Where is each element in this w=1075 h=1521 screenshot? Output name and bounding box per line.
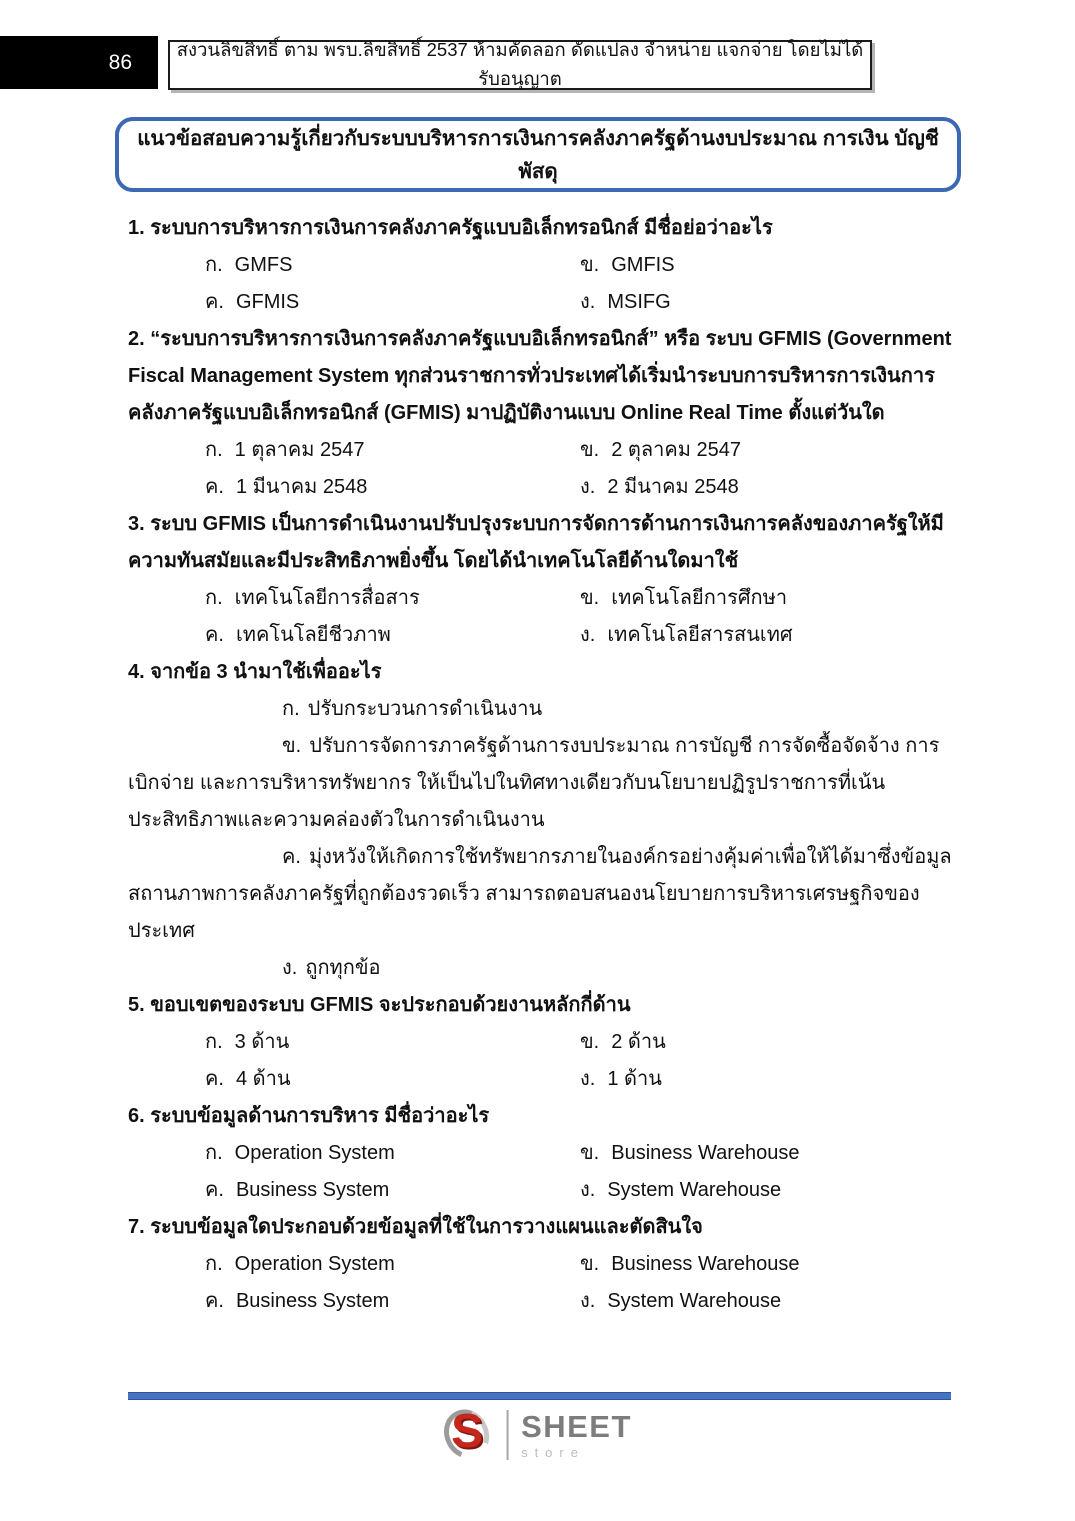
choice-label: ง. <box>580 1179 596 1201</box>
choice-label: ข. <box>580 587 600 609</box>
choice-text: 1 ตุลาคม 2547 <box>234 439 365 461</box>
question-2-text: 2. “ระบบการบริหารการเงินการคลังภาครัฐแบบอิเล็กทรอนิกส์” หรือ ระบบ GFMIS (Government Fiscal Management System ทุกส่วนราชการทั่วประเทศได้เริ่มนำระบบการบริหารการเงินการคลังภาครัฐแบบอิเล็กทรอนิกส์ (GFMIS) มาปฏิบัติงานแบบ Online Real Time ตั้งแต่วันใด <box>128 328 952 424</box>
choice-label: ง. <box>580 476 596 498</box>
choice-ข <box>580 1135 961 1172</box>
question-3-choices <box>128 580 961 654</box>
choice-ค <box>205 284 580 321</box>
choice-ก <box>205 432 580 469</box>
choice-text: 4 ด้าน <box>235 1068 291 1090</box>
choice-ค <box>205 469 580 506</box>
choice-ง <box>580 617 961 654</box>
choice-text: เทคโนโลยีสารสนเทศ <box>607 624 793 646</box>
choice-label: ง. <box>580 1068 596 1090</box>
exam-title-box <box>115 117 961 192</box>
choice-text: Business System <box>235 1179 390 1201</box>
choice-label: ค. <box>282 846 301 868</box>
choice-label: ค. <box>205 1290 224 1312</box>
choice-label: ข. <box>580 439 600 461</box>
question-3 <box>128 506 961 654</box>
choice-label: ค. <box>205 1179 224 1201</box>
choice-label: ก. <box>205 1142 223 1164</box>
choice-ค <box>205 1283 580 1320</box>
choice-label: ก. <box>205 1253 223 1275</box>
choice-text: 2 มีนาคม 2548 <box>607 476 739 498</box>
choice-label: ก. <box>205 254 223 276</box>
question-6-choices <box>128 1135 961 1209</box>
choice-ข <box>580 580 961 617</box>
choice-text: Business System <box>235 1290 390 1312</box>
choice-text: Operation System <box>234 1142 395 1164</box>
choice-label: ค. <box>205 476 224 498</box>
choice-ก <box>205 1135 580 1172</box>
choice-label: ข. <box>580 254 600 276</box>
choice-text: 2 ด้าน <box>611 1031 666 1053</box>
choice-text: 1 ด้าน <box>607 1068 662 1090</box>
choice-ข <box>128 728 961 839</box>
choice-label: ง. <box>580 291 596 313</box>
choice-text: 1 มีนาคม 2548 <box>235 476 368 498</box>
choice-ง <box>580 1283 961 1320</box>
sheet-store-logo <box>443 1406 632 1464</box>
choice-text: GMFS <box>234 254 293 276</box>
question-5 <box>128 987 961 1098</box>
logo-subtitle: store <box>521 1445 585 1460</box>
choice-text: System Warehouse <box>607 1179 782 1201</box>
choice-text: ถูกทุกข้อ <box>305 957 381 979</box>
choice-text: เทคโนโลยีการศึกษา <box>611 587 788 609</box>
choice-ค <box>205 617 580 654</box>
choice-ง <box>580 284 961 321</box>
choice-ง <box>580 1172 961 1209</box>
choice-ก <box>128 691 961 728</box>
question-1 <box>128 210 961 321</box>
choice-text: Operation System <box>234 1253 395 1275</box>
logo-divider <box>506 1410 508 1460</box>
choice-text: Business Warehouse <box>611 1142 800 1164</box>
copyright-text: สงวนลิขสิทธิ์ ตาม พรบ.ลิขสิทธิ์ 2537 ห้ามคัดลอก ดัดแปลง จำหน่าย แจกจ่าย โดยไม่ได้รับอนุญาต <box>176 39 864 89</box>
choice-ง <box>580 1061 961 1098</box>
choice-text: 3 ด้าน <box>234 1031 290 1053</box>
choice-label: ข. <box>580 1031 600 1053</box>
choice-ก <box>205 580 580 617</box>
choice-ก <box>205 1246 580 1283</box>
choice-label: ง. <box>282 957 298 979</box>
question-7 <box>128 1209 961 1320</box>
page-number: 86 <box>108 50 132 74</box>
choice-text: System Warehouse <box>607 1290 782 1312</box>
choice-text: มุ่งหวังให้เกิดการใช้ทรัพยากรภายในองค์กรอย่างคุ้มค่าเพื่อให้ได้มาซึ่งข้อมูลสถานภาพการคลังภาครัฐที่ถูกต้องรวดเร็ว สามารถตอบสนองนโยบายการบริหารเศรษฐกิจของประเทศ <box>128 846 952 942</box>
choice-ข <box>580 247 961 284</box>
choice-label: ง. <box>580 624 596 646</box>
choice-label: ข. <box>580 1142 600 1164</box>
choice-label: ก. <box>205 439 223 461</box>
footer-divider-rule <box>128 1392 951 1400</box>
question-5-choices <box>128 1024 961 1098</box>
choice-ค <box>128 839 961 950</box>
logo-letter: S <box>451 1405 484 1458</box>
choice-label: ก. <box>205 587 223 609</box>
question-1-text: 1. ระบบการบริหารการเงินการคลังภาครัฐแบบอิเล็กทรอนิกส์ มีชื่อย่อว่าอะไร <box>128 217 773 239</box>
choice-ค <box>205 1061 580 1098</box>
logo-brand-name: SHEET <box>521 1409 632 1444</box>
question-6 <box>128 1098 961 1209</box>
choice-text: GFMIS <box>235 291 300 313</box>
question-7-choices <box>128 1246 961 1320</box>
questions <box>128 210 961 1320</box>
choice-label: ค. <box>205 291 224 313</box>
choice-text: MSIFG <box>607 291 671 313</box>
choice-text: ปรับการจัดการภาครัฐด้านการงบประมาณ การบัญชี การจัดซื้อจัดจ้าง การเบิกจ่าย และการบริหารทรัพยากร ให้เป็นไปในทิศทางเดียวกับนโยบายปฏิรูปราชการที่เน้นประสิทธิภาพและความคล่องตัวในการดำเนินงาน <box>128 735 940 831</box>
choice-text: 2 ตุลาคม 2547 <box>611 439 741 461</box>
choice-label: ค. <box>205 1068 224 1090</box>
choice-label: ก. <box>205 1031 223 1053</box>
exam-title: แนวข้อสอบความรู้เกี่ยวกับระบบบริหารการเงินการคลังภาครัฐด้านงบประมาณ การเงิน บัญชี พัสดุ <box>137 126 939 183</box>
choice-text: GMFIS <box>611 254 675 276</box>
logo-text <box>521 1411 632 1459</box>
page-number-box <box>0 36 158 89</box>
choice-text: เทคโนโลยีชีวภาพ <box>235 624 391 646</box>
choice-ง <box>580 469 961 506</box>
choice-label: ง. <box>580 1290 596 1312</box>
choice-ข <box>580 1246 961 1283</box>
choice-ข <box>580 1024 961 1061</box>
question-4-text: 4. จากข้อ 3 นำมาใช้เพื่ออะไร <box>128 661 382 683</box>
choice-ข <box>580 432 961 469</box>
question-5-text: 5. ขอบเขตของระบบ GFMIS จะประกอบด้วยงานหลักกี่ด้าน <box>128 994 631 1016</box>
choice-ค <box>205 1172 580 1209</box>
choice-ก <box>205 1024 580 1061</box>
question-1-choices <box>128 247 961 321</box>
choice-ก <box>205 247 580 284</box>
choice-ง <box>128 950 961 987</box>
choice-text: ปรับกระบวนการดำเนินงาน <box>307 698 543 720</box>
question-4 <box>128 654 961 987</box>
choice-label: ข. <box>282 735 302 757</box>
copyright-notice-box <box>168 40 872 90</box>
question-2 <box>128 321 961 506</box>
question-6-text: 6. ระบบข้อมูลด้านการบริหาร มีชื่อว่าอะไร <box>128 1105 490 1127</box>
question-3-text: 3. ระบบ GFMIS เป็นการดำเนินงานปรับปรุงระบบการจัดการด้านการเงินการคลังของภาครัฐให้มีความทันสมัยและมีประสิทธิภาพยิ่งขึ้น โดยได้นำเทคโนโลยีด้านใดมาใช้ <box>128 513 944 572</box>
question-2-choices <box>128 432 961 506</box>
choice-label: ข. <box>580 1253 600 1275</box>
choice-text: เทคโนโลยีการสื่อสาร <box>234 587 420 609</box>
question-7-text: 7. ระบบข้อมูลใดประกอบด้วยข้อมูลที่ใช้ในการวางแผนและตัดสินใจ <box>128 1216 703 1238</box>
choice-text: Business Warehouse <box>611 1253 800 1275</box>
choice-label: ก. <box>282 698 300 720</box>
logo-s-icon <box>443 1406 493 1464</box>
choice-label: ค. <box>205 624 224 646</box>
